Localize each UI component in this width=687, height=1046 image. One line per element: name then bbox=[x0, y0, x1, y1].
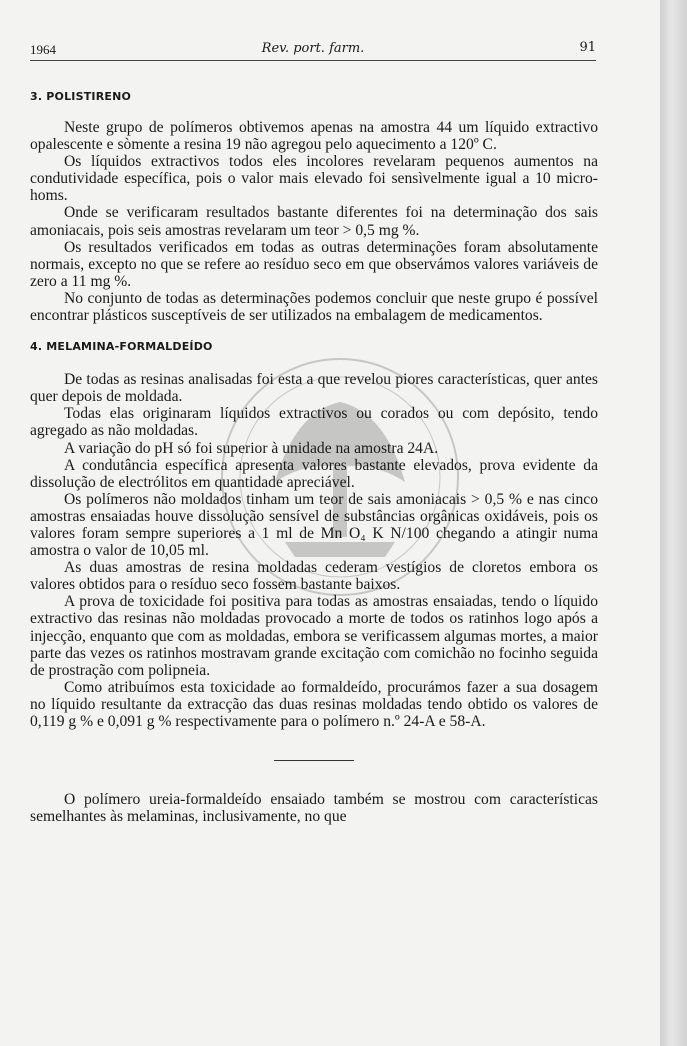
running-header bbox=[30, 38, 596, 61]
section-divider bbox=[274, 760, 354, 761]
article-body bbox=[30, 88, 598, 825]
header-year: 1964 bbox=[30, 42, 56, 57]
section-heading-polistireno: 3. POLISTIRENO bbox=[30, 90, 132, 103]
paragraph: A condutância específica apresenta valores bastante elevados, prova evidente da dissolução de electrólitos em quantidade apreciável. bbox=[30, 456, 598, 491]
paragraph: Como atribuímos esta toxicidade ao formaldeído, procurámos fazer a sua dosagem no líquido resultante da extracção das duas resinas moldadas tendo obtido os valores de 0,119 g % e 0,091 g % respectivamente para o polímero n.º 24-A e 58-A. bbox=[30, 678, 598, 730]
page-number: 91 bbox=[579, 40, 596, 55]
page-edge bbox=[660, 0, 687, 1046]
paragraph: Onde se verificaram resultados bastante diferentes foi na determinação dos sais amoniacais, pois seis amostras revelaram um teor > 0,5 mg %. bbox=[30, 204, 598, 239]
paragraph: O polímero ureia-formaldeído ensaiado também se mostrou com características semelhantes às melaminas, inclusivamente, no que bbox=[30, 791, 598, 826]
paragraph: A prova de toxicidade foi positiva para todas as amostras ensaiadas, tendo o líquido extractivo das resinas não moldadas provocado a morte de todos os ratinhos logo após a injecção, enquanto que com as moldadas, embora se verificassem algumas mortes, a maior parte das vezes os ratinhos mostravam grande excitação com comichão no focinho seguida de prostração com polipneia. bbox=[30, 593, 598, 679]
paragraph: As duas amostras de resina moldadas cederam vestígios de cloretos embora os valores obtidos para o resíduo seco fossem bastante baixos. bbox=[30, 559, 598, 594]
paragraph: De todas as resinas analisadas foi esta a que revelou piores características, quer antes quer depois de moldada. bbox=[30, 371, 598, 406]
paragraph: No conjunto de todas as determinações podemos concluir que neste grupo é possível encontrar plásticos susceptíveis de ser utilizados na embalagem de medicamentos. bbox=[30, 289, 598, 325]
paragraph: A variação do pH só foi superior à unidade na amostra 24A. bbox=[64, 439, 439, 457]
paragraph: Os resultados verificados em todas as outras determinações foram absolutamente normais, excepto no que se refere ao resíduo seco em que observámos valores variáveis de zero a 11 mg %. bbox=[30, 238, 598, 290]
paragraph: Os líquidos extractivos todos eles incolores revelaram pequenos aumentos na condutividade específica, pois o valor mais elevado foi sensìvelmente igual a 10 micro-homs. bbox=[30, 153, 598, 205]
section-heading-melamina-formaldeido: 4. MELAMINA-FORMALDEÍDO bbox=[30, 340, 213, 354]
paragraph: Os polímeros não moldados tinham um teor de sais amoniacais > 0,5 % e nas cinco amostras ensaiadas houve dissolução sensível de substâncias orgânicas oxidáveis, pois os valores foram sempre superiores a 1 ml de Mn O₄ K N/100 chegando a atingir numa amostra o valor de 10,05 ml. bbox=[30, 490, 598, 560]
header-journal: Rev. port. farm. bbox=[261, 41, 365, 56]
paragraph: Neste grupo de polímeros obtivemos apenas na amostra 44 um líquido extractivo opalescente e sòmente a resina 19 não agregou pelo aquecimento a 120º C. bbox=[30, 119, 598, 154]
paragraph: Todas elas originaram líquidos extractivos ou corados ou com depósito, tendo agregado as não moldadas. bbox=[30, 405, 598, 440]
